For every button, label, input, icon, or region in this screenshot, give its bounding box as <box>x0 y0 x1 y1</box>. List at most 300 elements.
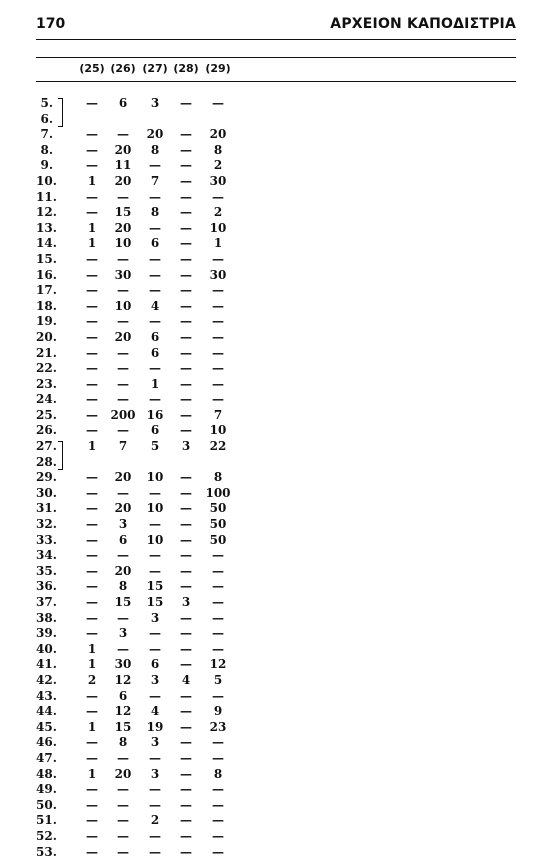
table-row <box>36 361 516 377</box>
table-row <box>36 112 516 128</box>
table-cell: — <box>86 501 98 515</box>
row-number: 33. <box>36 533 53 547</box>
table-cell: 3 <box>182 439 190 453</box>
table-cell: 20 <box>210 127 227 141</box>
row-number: 20. <box>36 330 53 344</box>
table-cell: — <box>180 127 192 141</box>
table-cell: — <box>212 626 224 640</box>
table-cell: 19 <box>147 720 164 734</box>
table-cell: 20 <box>115 501 132 515</box>
table-cell: 4 <box>151 299 159 313</box>
table-cell: — <box>212 190 224 204</box>
table-cell: — <box>86 704 98 718</box>
row-number: 35. <box>36 564 53 578</box>
table-cell: — <box>180 392 192 406</box>
row-number: 38. <box>36 611 53 625</box>
table-row <box>36 392 516 408</box>
table-cell: — <box>180 423 192 437</box>
row-number: 18. <box>36 299 53 313</box>
table-cell: — <box>180 252 192 266</box>
table-cell: — <box>180 190 192 204</box>
row-number: 17. <box>36 283 53 297</box>
row-number: 32. <box>36 517 53 531</box>
table-cell: — <box>180 657 192 671</box>
table-cell: 8 <box>119 735 127 749</box>
table-row <box>36 127 516 143</box>
table-cell: — <box>212 564 224 578</box>
table-cell: 3 <box>151 735 159 749</box>
page-title: ΑΡΧΕΙΟΝ ΚΑΠΟΔΙΣΤΡΙΑ <box>330 16 516 32</box>
table-cell: — <box>180 720 192 734</box>
table-cell: 30 <box>210 174 227 188</box>
table-cell: — <box>117 361 129 375</box>
row-number: 5. <box>36 96 53 110</box>
table-cell: — <box>86 486 98 500</box>
table-cell: — <box>86 595 98 609</box>
table-cell: 1 <box>88 642 96 656</box>
data-table <box>36 96 516 860</box>
table-row <box>36 205 516 221</box>
table-cell: — <box>86 392 98 406</box>
table-cell: 6 <box>151 657 159 671</box>
table-cell: — <box>117 377 129 391</box>
table-row <box>36 158 516 174</box>
column-headers <box>36 62 516 78</box>
table-cell: 8 <box>214 143 222 157</box>
table-cell: 20 <box>147 127 164 141</box>
table-cell: 15 <box>147 579 164 593</box>
table-cell: — <box>212 751 224 765</box>
table-cell: 2 <box>214 158 222 172</box>
table-cell: — <box>180 96 192 110</box>
table-row <box>36 751 516 767</box>
row-number: 22. <box>36 361 53 375</box>
table-cell: — <box>212 361 224 375</box>
table-cell: 20 <box>115 221 132 235</box>
table-row <box>36 579 516 595</box>
row-number: 44. <box>36 704 53 718</box>
table-cell: 3 <box>119 626 127 640</box>
table-row <box>36 735 516 751</box>
table-top-rule <box>36 57 516 58</box>
table-cell: — <box>149 517 161 531</box>
table-cell: — <box>180 470 192 484</box>
table-cell: — <box>212 642 224 656</box>
table-cell: — <box>212 548 224 562</box>
table-row <box>36 346 516 362</box>
table-cell: — <box>86 813 98 827</box>
table-cell: — <box>117 423 129 437</box>
table-cell: 20 <box>115 767 132 781</box>
table-cell: — <box>149 252 161 266</box>
row-number: 21. <box>36 346 53 360</box>
table-cell: 30 <box>210 268 227 282</box>
row-number: 51. <box>36 813 53 827</box>
table-cell: 6 <box>119 533 127 547</box>
table-cell: — <box>180 486 192 500</box>
table-cell: — <box>117 751 129 765</box>
table-cell: — <box>180 548 192 562</box>
table-cell: — <box>149 782 161 796</box>
row-number: 47. <box>36 751 53 765</box>
table-cell: — <box>86 735 98 749</box>
table-cell: — <box>117 611 129 625</box>
table-cell: 6 <box>151 330 159 344</box>
table-cell: — <box>212 314 224 328</box>
table-cell: — <box>149 268 161 282</box>
row-number: 10. <box>36 174 53 188</box>
table-cell: — <box>180 283 192 297</box>
table-row <box>36 470 516 486</box>
table-cell: — <box>212 689 224 703</box>
table-row <box>36 642 516 658</box>
table-cell: — <box>180 221 192 235</box>
table-cell: — <box>149 798 161 812</box>
table-cell: — <box>117 829 129 843</box>
table-cell: — <box>180 143 192 157</box>
table-cell: 15 <box>115 595 132 609</box>
table-cell: — <box>86 798 98 812</box>
table-cell: 50 <box>210 501 227 515</box>
table-cell: — <box>86 845 98 859</box>
table-cell: — <box>180 782 192 796</box>
table-row <box>36 798 516 814</box>
table-cell: — <box>180 798 192 812</box>
table-cell: — <box>180 642 192 656</box>
table-cell: 20 <box>115 174 132 188</box>
table-cell: — <box>86 330 98 344</box>
table-cell: — <box>86 299 98 313</box>
table-cell: 8 <box>214 767 222 781</box>
table-row <box>36 626 516 642</box>
table-cell: — <box>117 283 129 297</box>
row-number: 39. <box>36 626 53 640</box>
table-cell: 6 <box>119 689 127 703</box>
table-cell: 1 <box>214 236 222 250</box>
table-cell: — <box>212 392 224 406</box>
column-header: (26) <box>110 62 135 75</box>
table-cell: — <box>86 190 98 204</box>
table-row <box>36 657 516 673</box>
table-row <box>36 190 516 206</box>
table-cell: 11 <box>115 158 132 172</box>
table-cell: 2 <box>151 813 159 827</box>
table-cell: 10 <box>115 236 132 250</box>
table-cell: — <box>86 626 98 640</box>
row-number: 8. <box>36 143 53 157</box>
table-cell: — <box>212 782 224 796</box>
table-cell: — <box>86 423 98 437</box>
column-header: (27) <box>142 62 167 75</box>
table-cell: — <box>117 798 129 812</box>
table-row <box>36 501 516 517</box>
table-cell: 100 <box>205 486 230 500</box>
table-cell: — <box>212 829 224 843</box>
table-cell: 3 <box>151 673 159 687</box>
table-cell: — <box>212 813 224 827</box>
row-number: 12. <box>36 205 53 219</box>
table-cell: 1 <box>88 767 96 781</box>
table-cell: — <box>180 564 192 578</box>
table-cell: 5 <box>151 439 159 453</box>
table-cell: — <box>180 751 192 765</box>
row-number: 6. <box>36 112 53 126</box>
table-cell: — <box>149 314 161 328</box>
row-number: 46. <box>36 735 53 749</box>
table-cell: 10 <box>210 221 227 235</box>
table-cell: — <box>86 533 98 547</box>
table-cell: — <box>86 579 98 593</box>
table-cell: — <box>86 346 98 360</box>
table-cell: 1 <box>88 657 96 671</box>
table-row <box>36 782 516 798</box>
table-cell: — <box>86 96 98 110</box>
row-number: 13. <box>36 221 53 235</box>
table-cell: — <box>117 548 129 562</box>
table-cell: — <box>117 190 129 204</box>
table-row <box>36 221 516 237</box>
table-cell: 15 <box>115 720 132 734</box>
table-cell: 50 <box>210 517 227 531</box>
table-cell: — <box>180 314 192 328</box>
table-cell: — <box>86 564 98 578</box>
table-cell: — <box>149 829 161 843</box>
row-number: 29. <box>36 470 53 484</box>
table-cell: 4 <box>182 673 190 687</box>
table-cell: 5 <box>214 673 222 687</box>
table-row <box>36 611 516 627</box>
table-cell: 10 <box>147 501 164 515</box>
table-row <box>36 486 516 502</box>
table-row <box>36 236 516 252</box>
row-number: 24. <box>36 392 53 406</box>
table-cell: 10 <box>210 423 227 437</box>
table-cell: — <box>180 813 192 827</box>
table-cell: 10 <box>115 299 132 313</box>
row-number: 9. <box>36 158 53 172</box>
table-cell: 2 <box>214 205 222 219</box>
table-cell: — <box>149 221 161 235</box>
row-number: 27. <box>36 439 53 453</box>
table-cell: — <box>180 174 192 188</box>
row-number: 40. <box>36 642 53 656</box>
table-cell: — <box>86 611 98 625</box>
table-cell: — <box>180 735 192 749</box>
table-cell: 12 <box>115 673 132 687</box>
table-cell: 10 <box>147 533 164 547</box>
table-cell: — <box>149 190 161 204</box>
row-number: 48. <box>36 767 53 781</box>
table-row <box>36 330 516 346</box>
table-cell: — <box>212 283 224 297</box>
row-number: 45. <box>36 720 53 734</box>
table-cell: 3 <box>151 96 159 110</box>
table-cell: — <box>117 782 129 796</box>
row-number: 37. <box>36 595 53 609</box>
table-row <box>36 174 516 190</box>
table-cell: 8 <box>151 143 159 157</box>
table-row <box>36 720 516 736</box>
table-cell: 3 <box>151 767 159 781</box>
table-row <box>36 673 516 689</box>
column-header: (28) <box>173 62 198 75</box>
table-cell: 3 <box>151 611 159 625</box>
table-cell: — <box>117 845 129 859</box>
table-row <box>36 377 516 393</box>
table-cell: — <box>117 127 129 141</box>
row-number: 16. <box>36 268 53 282</box>
table-cell: — <box>180 689 192 703</box>
table-row <box>36 689 516 705</box>
table-cell: — <box>212 252 224 266</box>
table-cell: 200 <box>110 408 135 422</box>
table-cell: 20 <box>115 143 132 157</box>
row-number: 50. <box>36 798 53 812</box>
row-number: 7. <box>36 127 53 141</box>
table-cell: 3 <box>182 595 190 609</box>
table-cell: — <box>117 252 129 266</box>
table-row <box>36 268 516 284</box>
table-cell: — <box>180 579 192 593</box>
table-row <box>36 252 516 268</box>
table-row <box>36 96 516 112</box>
table-cell: 10 <box>147 470 164 484</box>
table-cell: — <box>86 127 98 141</box>
row-number: 11. <box>36 190 53 204</box>
table-cell: — <box>149 283 161 297</box>
table-cell: 6 <box>151 423 159 437</box>
table-cell: — <box>180 501 192 515</box>
table-row <box>36 845 516 860</box>
table-cell: — <box>212 735 224 749</box>
table-cell: 8 <box>214 470 222 484</box>
table-cell: 1 <box>88 236 96 250</box>
table-cell: — <box>86 829 98 843</box>
table-cell: 1 <box>88 720 96 734</box>
table-cell: 1 <box>88 439 96 453</box>
row-number: 36. <box>36 579 53 593</box>
table-cell: — <box>149 689 161 703</box>
table-cell: — <box>149 751 161 765</box>
table-cell: 12 <box>210 657 227 671</box>
table-row <box>36 423 516 439</box>
row-number: 19. <box>36 314 53 328</box>
table-cell: 16 <box>147 408 164 422</box>
table-cell: — <box>86 408 98 422</box>
table-cell: — <box>212 845 224 859</box>
table-cell: — <box>86 548 98 562</box>
table-cell: 20 <box>115 564 132 578</box>
table-row <box>36 439 516 455</box>
row-number: 30. <box>36 486 53 500</box>
table-cell: — <box>149 392 161 406</box>
table-row <box>36 533 516 549</box>
table-cell: — <box>180 517 192 531</box>
table-cell: 20 <box>115 470 132 484</box>
table-cell: 7 <box>214 408 222 422</box>
table-row <box>36 455 516 471</box>
table-cell: 30 <box>115 268 132 282</box>
table-cell: — <box>86 361 98 375</box>
table-cell: — <box>86 205 98 219</box>
table-cell: — <box>86 689 98 703</box>
table-cell: — <box>86 143 98 157</box>
table-cell: — <box>212 611 224 625</box>
table-row <box>36 408 516 424</box>
row-number: 34. <box>36 548 53 562</box>
table-cell: 1 <box>88 174 96 188</box>
table-cell: — <box>117 642 129 656</box>
table-cell: — <box>149 626 161 640</box>
table-cell: — <box>149 361 161 375</box>
table-cell: — <box>212 377 224 391</box>
table-cell: 3 <box>119 517 127 531</box>
table-cell: 1 <box>151 377 159 391</box>
table-row <box>36 829 516 845</box>
table-cell: 7 <box>119 439 127 453</box>
table-row <box>36 813 516 829</box>
row-number: 42. <box>36 673 53 687</box>
table-cell: 6 <box>151 236 159 250</box>
table-cell: — <box>180 299 192 313</box>
table-cell: — <box>86 158 98 172</box>
row-number: 26. <box>36 423 53 437</box>
table-cell: — <box>212 299 224 313</box>
table-row <box>36 283 516 299</box>
table-cell: — <box>212 330 224 344</box>
table-cell: — <box>180 767 192 781</box>
table-row <box>36 704 516 720</box>
table-cell: 6 <box>119 96 127 110</box>
table-cell: — <box>86 283 98 297</box>
table-cell: — <box>149 158 161 172</box>
table-cell: — <box>149 564 161 578</box>
row-number: 43. <box>36 689 53 703</box>
table-row <box>36 548 516 564</box>
table-cell: 15 <box>147 595 164 609</box>
table-cell: — <box>180 533 192 547</box>
table-cell: — <box>180 626 192 640</box>
table-cell: — <box>117 314 129 328</box>
row-number: 31. <box>36 501 53 515</box>
column-header: (29) <box>205 62 230 75</box>
table-cell: 23 <box>210 720 227 734</box>
table-cell: 4 <box>151 704 159 718</box>
table-cell: — <box>86 377 98 391</box>
table-cell: — <box>180 611 192 625</box>
table-cell: 12 <box>115 704 132 718</box>
table-cell: 20 <box>115 330 132 344</box>
table-cell: — <box>212 346 224 360</box>
table-cell: — <box>149 548 161 562</box>
table-cell: — <box>117 813 129 827</box>
table-cell: 30 <box>115 657 132 671</box>
table-cell: 15 <box>115 205 132 219</box>
table-row <box>36 595 516 611</box>
page-header <box>36 16 516 36</box>
table-cell: — <box>149 642 161 656</box>
row-number: 14. <box>36 236 53 250</box>
table-cell: — <box>180 377 192 391</box>
header-rule <box>36 39 516 40</box>
table-cell: — <box>117 392 129 406</box>
row-number: 53. <box>36 845 53 859</box>
table-cell: 8 <box>151 205 159 219</box>
table-cell: — <box>180 346 192 360</box>
column-header-rule <box>36 81 516 82</box>
table-cell: — <box>117 486 129 500</box>
row-number: 52. <box>36 829 53 843</box>
